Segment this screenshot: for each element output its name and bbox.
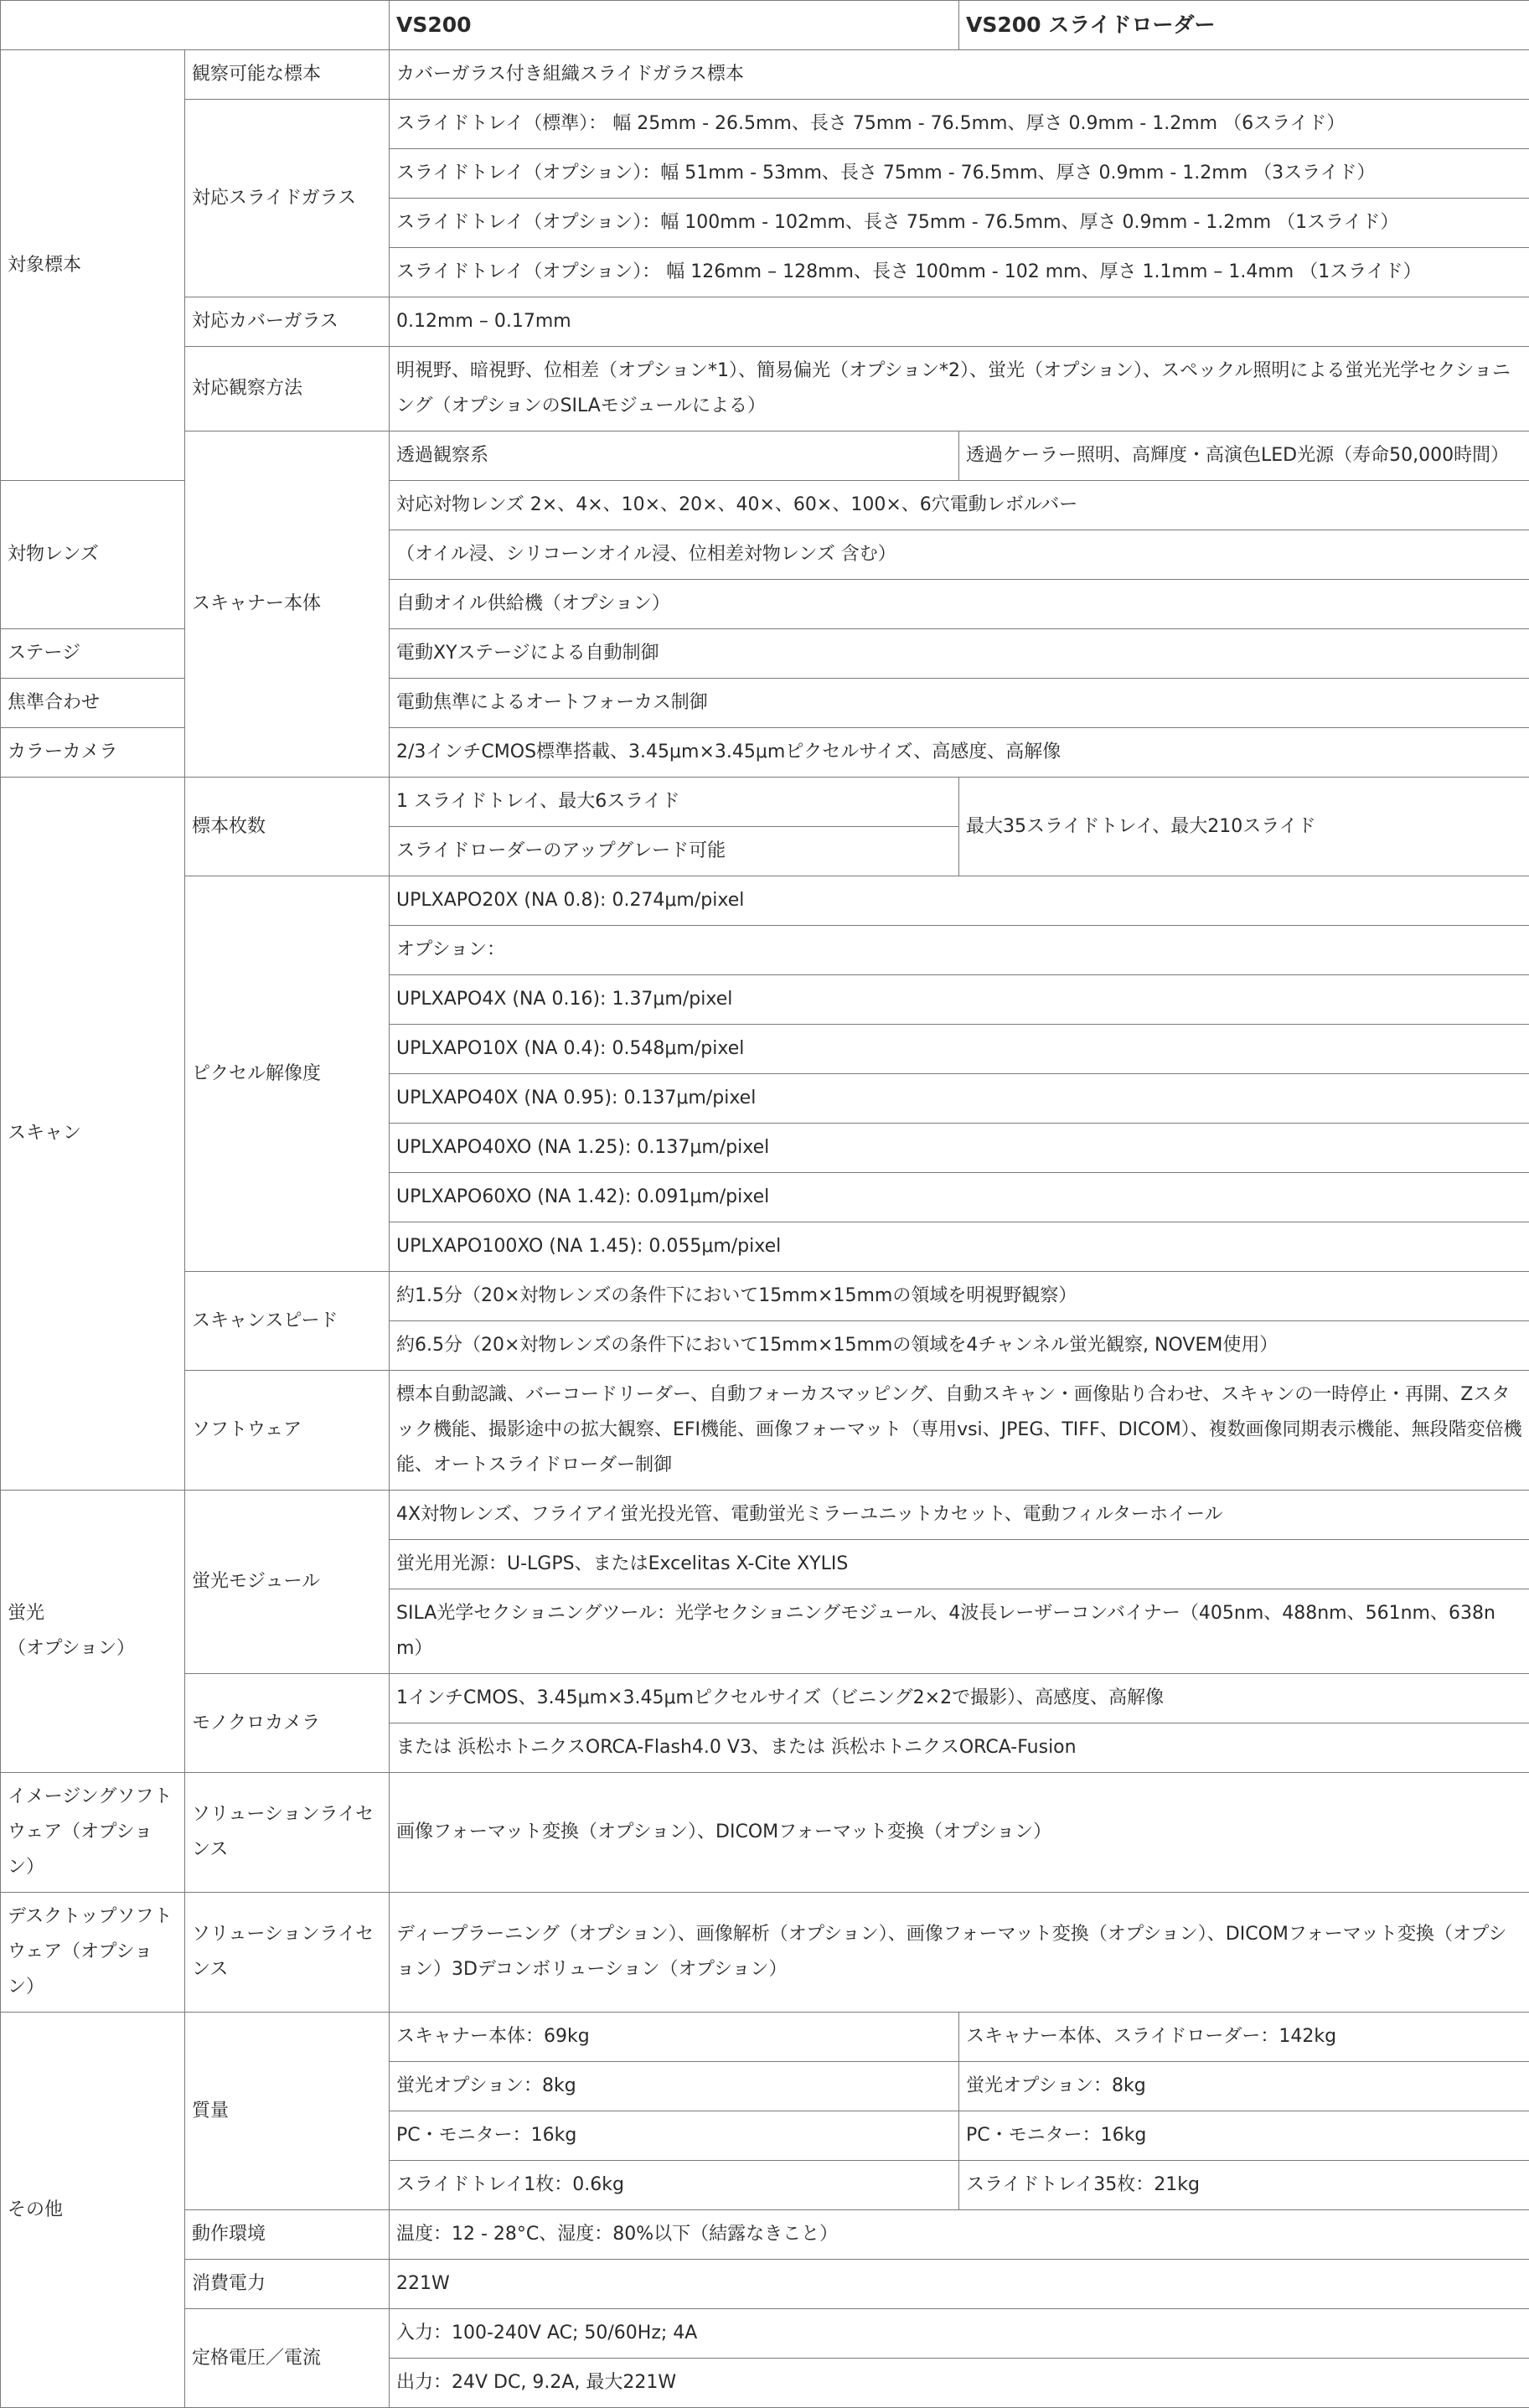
header-vs200: VS200: [390, 1, 959, 50]
table-row: [1, 778, 1529, 827]
item-label: 焦準合わせ: [1, 679, 185, 728]
item-label: 観察可能な標本: [185, 50, 390, 100]
item-value: スライドトレイ（標準）： 幅 25mm - 26.5mm、長さ 75mm - 76.5mm、厚さ 0.9mm - 1.2mm （6スライド）: [390, 100, 1529, 149]
item-value: UPLXAPO40XO (NA 1.25): 0.137μm/pixel: [390, 1124, 1529, 1173]
item-value-vs200: PC・モニター：16kg: [390, 2111, 959, 2161]
item-value: SILA光学セクショニングツール：光学セクショニングモジュール、4波長レーザーコンバイナー（405nm、488nm、561nm、638nm）: [390, 1589, 1529, 1674]
item-label: 質量: [185, 2013, 390, 2210]
item-label: 透過観察系: [390, 431, 959, 481]
table-row: [1, 297, 1529, 347]
item-value: 出力：24V DC, 9.2A, 最大221W: [390, 2359, 1529, 2408]
item-value: スライドトレイ（オプション）：幅 51mm - 53mm、長さ 75mm - 76.5mm、厚さ 0.9mm - 1.2mm （3スライド）: [390, 149, 1529, 199]
item-value: オプション：: [390, 926, 1529, 975]
header-row: [1, 1, 1529, 50]
item-value: ディープラーニング（オプション）、画像解析（オプション）、画像フォーマット変換（オプション）、DICOMフォーマット変換（オプション）3Dデコンボリューション（オプション）: [390, 1893, 1529, 2013]
item-value: 標本自動認識、バーコードリーダー、自動フォーカスマッピング、自動スキャン・画像貼り合わせ、スキャンの一時停止・再開、Zスタック機能、撮影途中の拡大観察、EFI機能、画像フォーマット（専用vsi、JPEG、TIFF、DICOM）、複数画像同期表示機能、無段階変倍機能、オートスライドローダー制御: [390, 1371, 1529, 1491]
item-value: （オイル浸、シリコーンオイル浸、位相差対物レンズ 含む）: [390, 530, 1529, 580]
item-value-vs200: スライドローダーのアップグレード可能: [390, 827, 959, 876]
item-value-vs200: 蛍光オプション：8kg: [390, 2062, 959, 2111]
item-label: ソフトウェア: [185, 1371, 390, 1491]
item-value-loader: PC・モニター：16kg: [959, 2111, 1529, 2161]
item-value-vs200: スキャナー本体：69kg: [390, 2013, 959, 2062]
section-label-fluorescence: [1, 1491, 185, 1773]
item-value: スライドトレイ（オプション）：幅 100mm - 102mm、長さ 75mm - 76.5mm、厚さ 0.9mm - 1.2mm （1スライド）: [390, 199, 1529, 248]
item-label: カラーカメラ: [1, 728, 185, 778]
table-row: [1, 2260, 1529, 2309]
item-value: 入力：100-240V AC; 50/60Hz; 4A: [390, 2309, 1529, 2359]
table-row: [1, 1491, 1529, 1540]
item-label: ステージ: [1, 629, 185, 679]
table-row: [1, 1272, 1529, 1321]
item-value: UPLXAPO10X (NA 0.4): 0.548μm/pixel: [390, 1025, 1529, 1074]
item-label: 対応スライドガラス: [185, 100, 390, 297]
item-value: 4X対物レンズ、フライアイ蛍光投光管、電動蛍光ミラーユニットカセット、電動フィルターホイール: [390, 1491, 1529, 1540]
table-row: [1, 431, 1529, 481]
item-value: 対応対物レンズ 2×、4×、10×、20×、40×、60×、100×、6穴電動レボルバー: [390, 481, 1529, 530]
item-label: 対応観察方法: [185, 347, 390, 431]
item-label: 定格電圧／電流: [185, 2309, 390, 2408]
table-row: [1, 2309, 1529, 2359]
header-slide-loader: VS200 スライドローダー: [959, 1, 1529, 50]
item-value: 明視野、暗視野、位相差（オプション*1）、簡易偏光（オプション*2）、蛍光（オプション）、スペックル照明による蛍光光学セクショニング（オプションのSILAモジュールによる）: [390, 347, 1529, 431]
item-label: ソリューションライセンス: [185, 1773, 390, 1893]
section-label-imaging-software: イメージングソフトウェア（オプション）: [1, 1773, 185, 1893]
table-row: [1, 1893, 1529, 2013]
item-label: 対物レンズ: [1, 481, 185, 629]
item-label: 消費電力: [185, 2260, 390, 2309]
item-label: 対応カバーガラス: [185, 297, 390, 347]
section-label-line: 蛍光: [8, 1603, 44, 1624]
item-label: 動作環境: [185, 2210, 390, 2260]
table-row: [1, 2013, 1529, 2062]
table-row: [1, 1773, 1529, 1893]
table-row: [1, 50, 1529, 100]
item-value-loader: 最大35スライドトレイ、最大210スライド: [959, 778, 1529, 876]
table-row: [1, 347, 1529, 431]
item-label: ピクセル解像度: [185, 876, 390, 1272]
section-label-scan: スキャン: [1, 778, 185, 1491]
item-value-loader: スキャナー本体、スライドローダー：142kg: [959, 2013, 1529, 2062]
section-label-scanner: スキャナー本体: [185, 431, 390, 778]
item-value-loader: 蛍光オプション：8kg: [959, 2062, 1529, 2111]
item-value: UPLXAPO20X (NA 0.8): 0.274μm/pixel: [390, 876, 1529, 926]
item-value: 温度：12 - 28°C、湿度：80%以下（結露なきこと）: [390, 2210, 1529, 2260]
section-label-target: 対象標本: [1, 50, 185, 481]
item-value-loader: スライドトレイ35枚：21kg: [959, 2161, 1529, 2210]
item-value: 約6.5分（20×対物レンズの条件下において15mm×15mmの領域を4チャンネル蛍光観察, NOVEM使用）: [390, 1321, 1529, 1371]
item-value: UPLXAPO40X (NA 0.95): 0.137μm/pixel: [390, 1074, 1529, 1124]
item-value: 約1.5分（20×対物レンズの条件下において15mm×15mmの領域を明視野観察）: [390, 1272, 1529, 1321]
section-label-line: （オプション）: [8, 1638, 135, 1659]
item-value: 0.12mm – 0.17mm: [390, 297, 1529, 347]
item-value: 電動焦準によるオートフォーカス制御: [390, 679, 1529, 728]
item-value: 画像フォーマット変換（オプション）、DICOMフォーマット変換（オプション）: [390, 1773, 1529, 1893]
item-value: 蛍光用光源：U-LGPS、またはExcelitas X-Cite XYLIS: [390, 1540, 1529, 1589]
table-row: [1, 876, 1529, 926]
table-row: [1, 1674, 1529, 1723]
section-label-desktop-software: デスクトップソフトウェア（オプション）: [1, 1893, 185, 2013]
table-row: [1, 1371, 1529, 1491]
item-value: 透過ケーラー照明、高輝度・高演色LED光源（寿命50,000時間）: [959, 431, 1529, 481]
item-value: UPLXAPO60XO (NA 1.42): 0.091μm/pixel: [390, 1173, 1529, 1222]
item-value: スライドトレイ（オプション）： 幅 126mm – 128mm、長さ 100mm - 102 mm、厚さ 1.1mm – 1.4mm （1スライド）: [390, 248, 1529, 297]
item-value-vs200: 1 スライドトレイ、最大6スライド: [390, 778, 959, 827]
header-empty-cell: [1, 1, 390, 50]
item-value: 221W: [390, 2260, 1529, 2309]
item-value: 電動XYステージによる自動制御: [390, 629, 1529, 679]
item-value: または 浜松ホトニクスORCA-Flash4.0 V3、または 浜松ホトニクスORCA-Fusion: [390, 1723, 1529, 1773]
item-label: スキャンスピード: [185, 1272, 390, 1371]
item-value: UPLXAPO100XO (NA 1.45): 0.055μm/pixel: [390, 1222, 1529, 1272]
table-row: [1, 100, 1529, 149]
item-value: カバーガラス付き組織スライドガラス標本: [390, 50, 1529, 100]
table-row: [1, 2210, 1529, 2260]
item-label: モノクロカメラ: [185, 1674, 390, 1773]
item-label: 標本枚数: [185, 778, 390, 876]
section-label-other: その他: [1, 2013, 185, 2408]
item-value: 1インチCMOS、3.45μm×3.45μmピクセルサイズ（ビニング2×2で撮影）、高感度、高解像: [390, 1674, 1529, 1723]
item-value-vs200: スライドトレイ1枚：0.6kg: [390, 2161, 959, 2210]
item-label: ソリューションライセンス: [185, 1893, 390, 2013]
item-value: 自動オイル供給機（オプション）: [390, 580, 1529, 629]
item-value: 2/3インチCMOS標準搭載、3.45μm×3.45μmピクセルサイズ、高感度、高解像: [390, 728, 1529, 778]
item-value: UPLXAPO4X (NA 0.16): 1.37μm/pixel: [390, 975, 1529, 1025]
item-label: 蛍光モジュール: [185, 1491, 390, 1674]
